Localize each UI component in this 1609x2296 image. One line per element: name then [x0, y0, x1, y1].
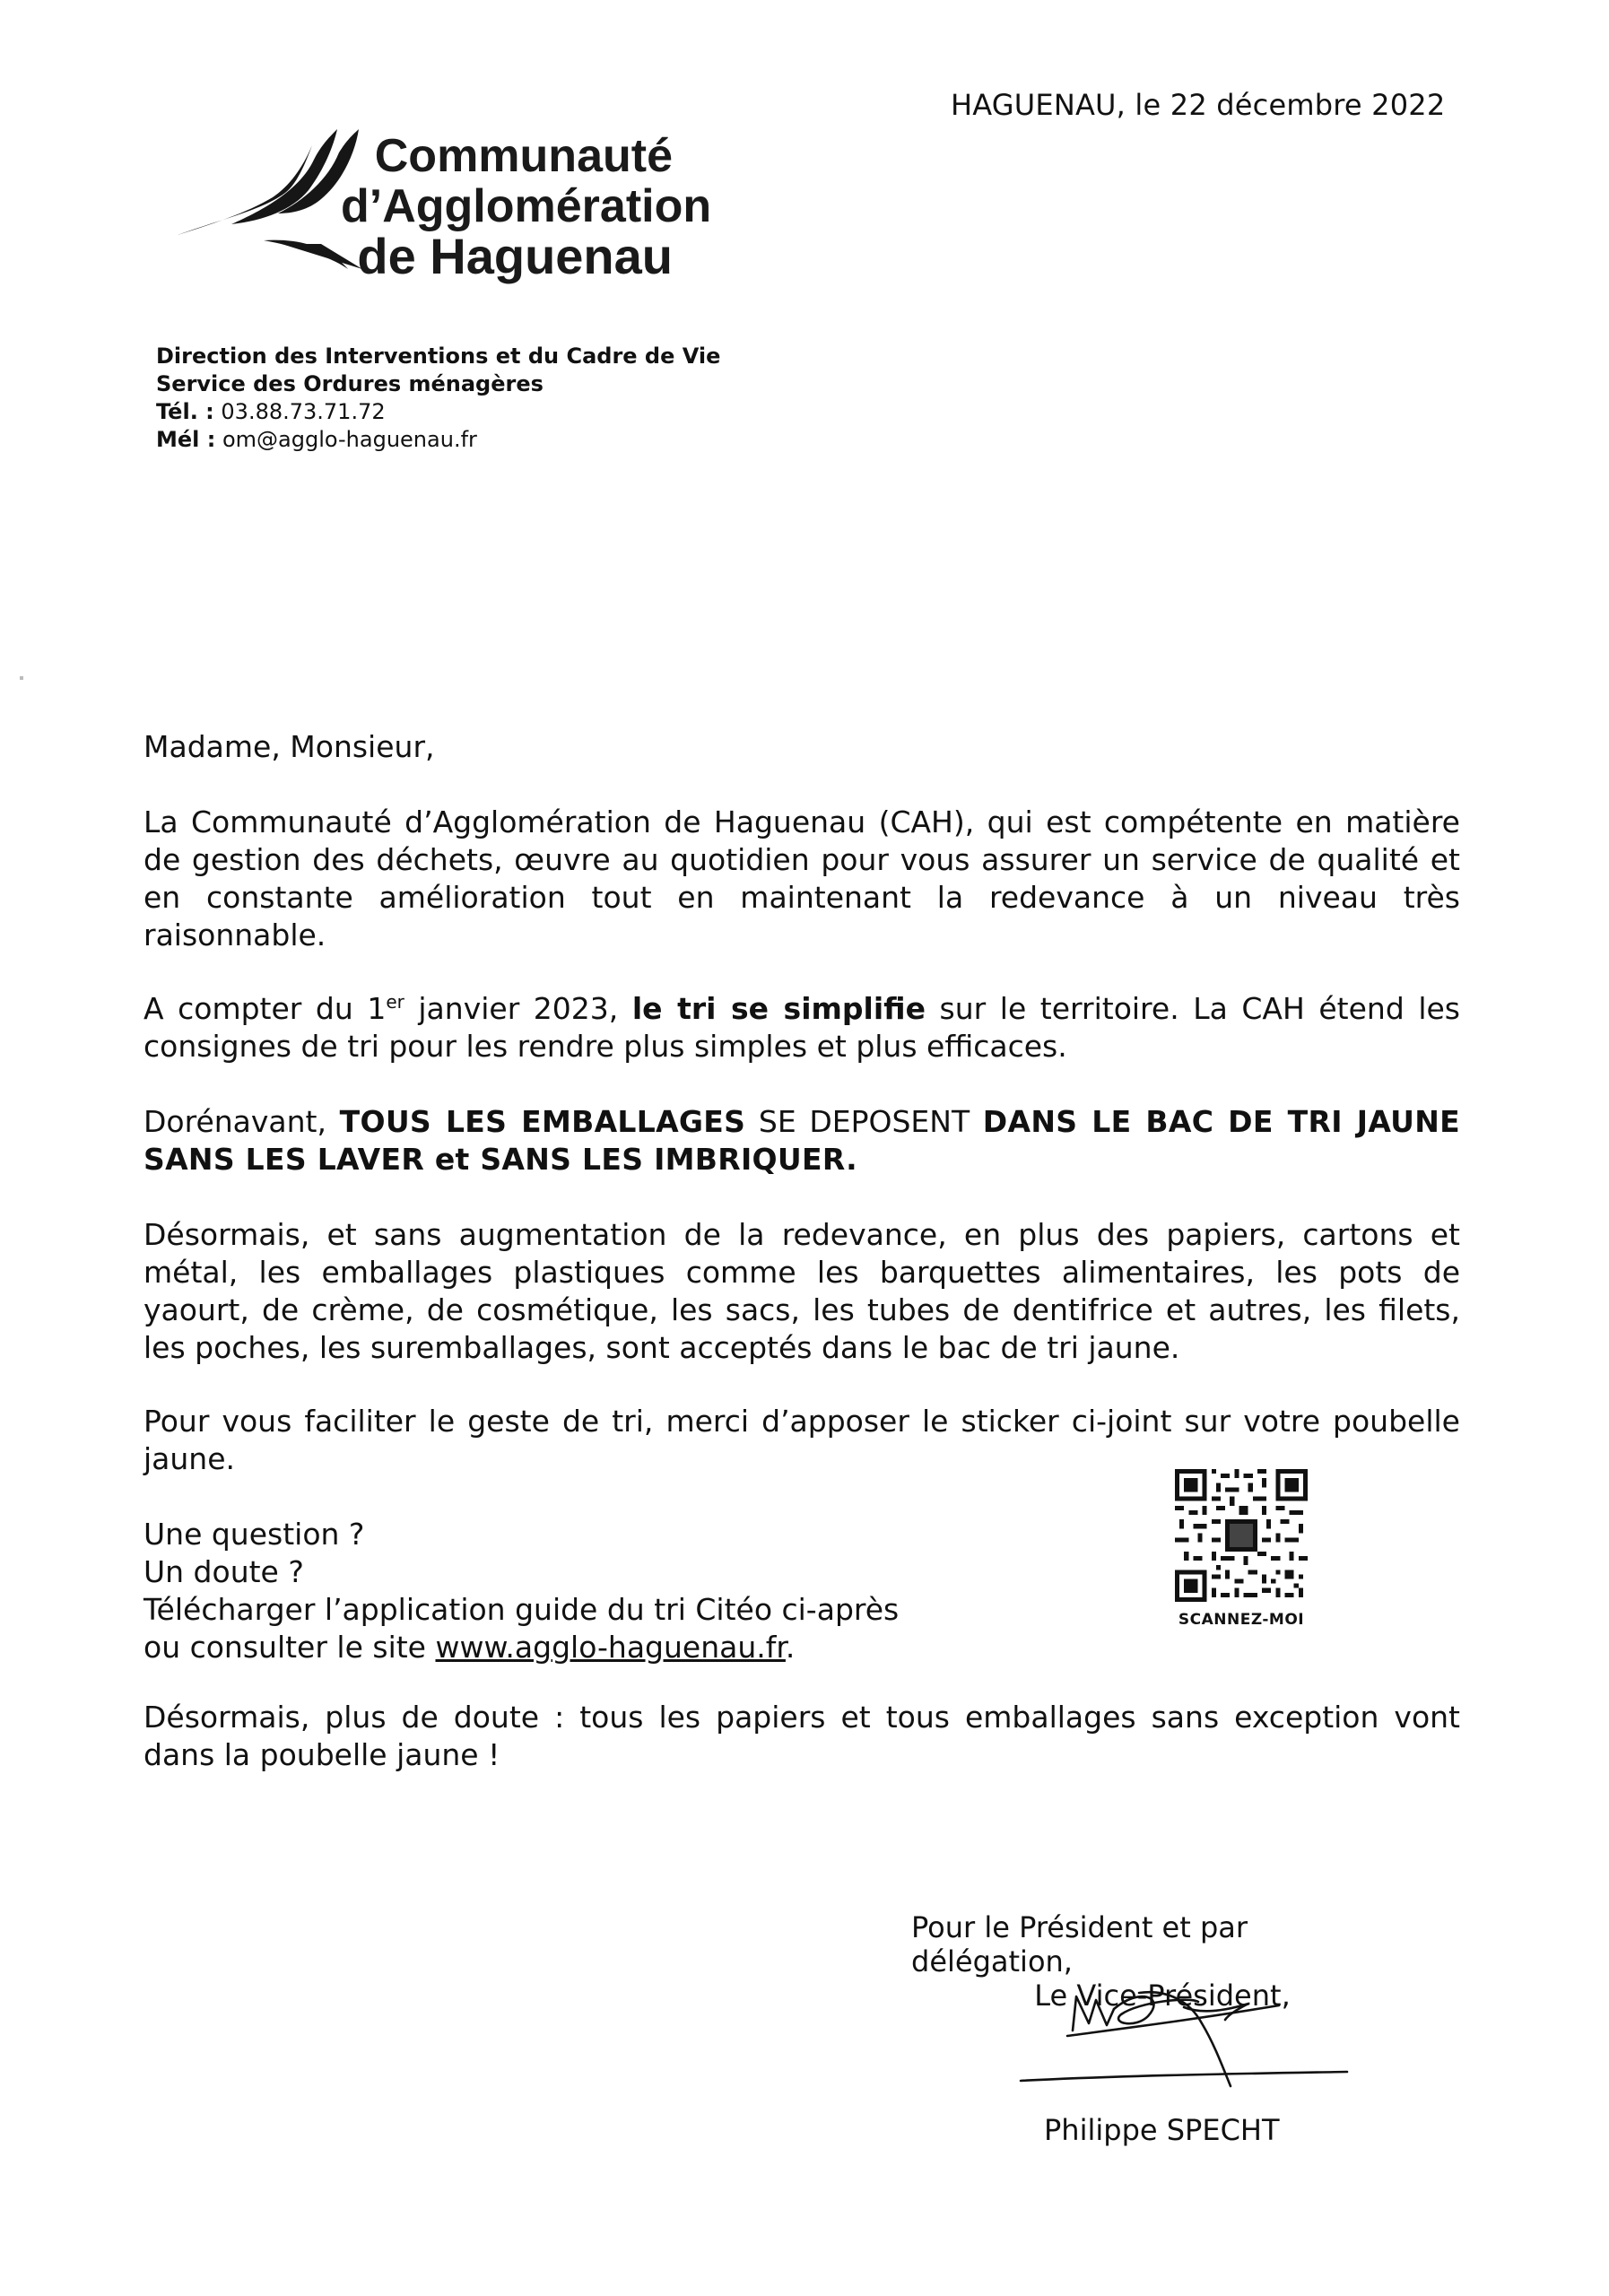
scan-mark: [20, 676, 23, 680]
service-name: Service des Ordures ménagères: [156, 371, 544, 396]
signature-line-1: Pour le Président et par délégation,: [911, 1910, 1248, 1979]
qr-code-icon: [1175, 1469, 1308, 1602]
logo-line-3: de Haguenau: [357, 228, 673, 284]
paragraph-3: Dorénavant, TOUS LES EMBALLAGES SE DEPOSENT DANS LE BAC DE TRI JAUNE SANS LES LAVER et SANS LES IMBRIQUER.: [144, 1104, 1461, 1177]
agglo-website-link[interactable]: www.agglo-haguenau.fr: [435, 1630, 786, 1665]
department-info: [156, 343, 720, 454]
paragraph-7: Désormais, plus de doute : tous les papiers et tous emballages sans exception vont dans la poubelle jaune !: [144, 1700, 1460, 1772]
paragraph-2: A compter du 1er janvier 2023, le tri se simplifie sur le territoire. La CAH étend les consignes de tri pour les rendre plus simples et plus efficaces.: [144, 991, 1460, 1064]
handwritten-signature: [1013, 1970, 1354, 2104]
paragraph-1: La Communauté d’Agglomération de Haguenau (CAH), qui est compétente en matière de gestion des déchets, œuvre au quotidien pour vous assurer un service de qualité et en constante amélioration tout en maintenant la redevance à un niveau très raisonnable.: [144, 804, 1460, 952]
logo-line-2: d’Agglomération: [341, 180, 712, 232]
signatory-name: Philippe SPECHT: [1044, 2113, 1280, 2147]
salutation: Madame, Monsieur,: [144, 729, 435, 764]
tel-label: Tél. :: [156, 399, 214, 424]
mail-value: om@agglo-haguenau.fr: [222, 427, 477, 452]
qr-caption: SCANNEZ-MOI: [1178, 1611, 1305, 1629]
signature-line-2: Le Vice-Président,: [1034, 1979, 1291, 2013]
logo-line-1: Communauté: [374, 130, 673, 182]
paragraph-4: Désormais, et sans augmentation de la redevance, en plus des papiers, cartons et métal, les emballages plastiques comme les barquettes alimentaires, les pots de yaourt, de crème, de cosmétique, les sacs, les tubes de dentifrice et autres, les filets, les poches, les suremballages, sont acceptés dans le bac de tri jaune.: [144, 1217, 1460, 1365]
paragraph-6: Une question ? Un doute ? Télécharger l’application guide du tri Citéo ci-après ou consulter le site www.agglo-haguenau.fr.: [144, 1517, 900, 1665]
tel-value: 03.88.73.71.72: [221, 399, 386, 424]
paragraph-5: Pour vous faciliter le geste de tri, merci d’apposer le sticker ci-joint sur votre poubelle jaune.: [144, 1404, 1460, 1476]
mail-label: Mél :: [156, 427, 216, 452]
agglomeration-logo-text: [341, 130, 712, 284]
letter-date: HAGUENAU, le 22 décembre 2022: [951, 88, 1446, 122]
direction-name: Direction des Interventions et du Cadre de Vie: [156, 344, 721, 369]
